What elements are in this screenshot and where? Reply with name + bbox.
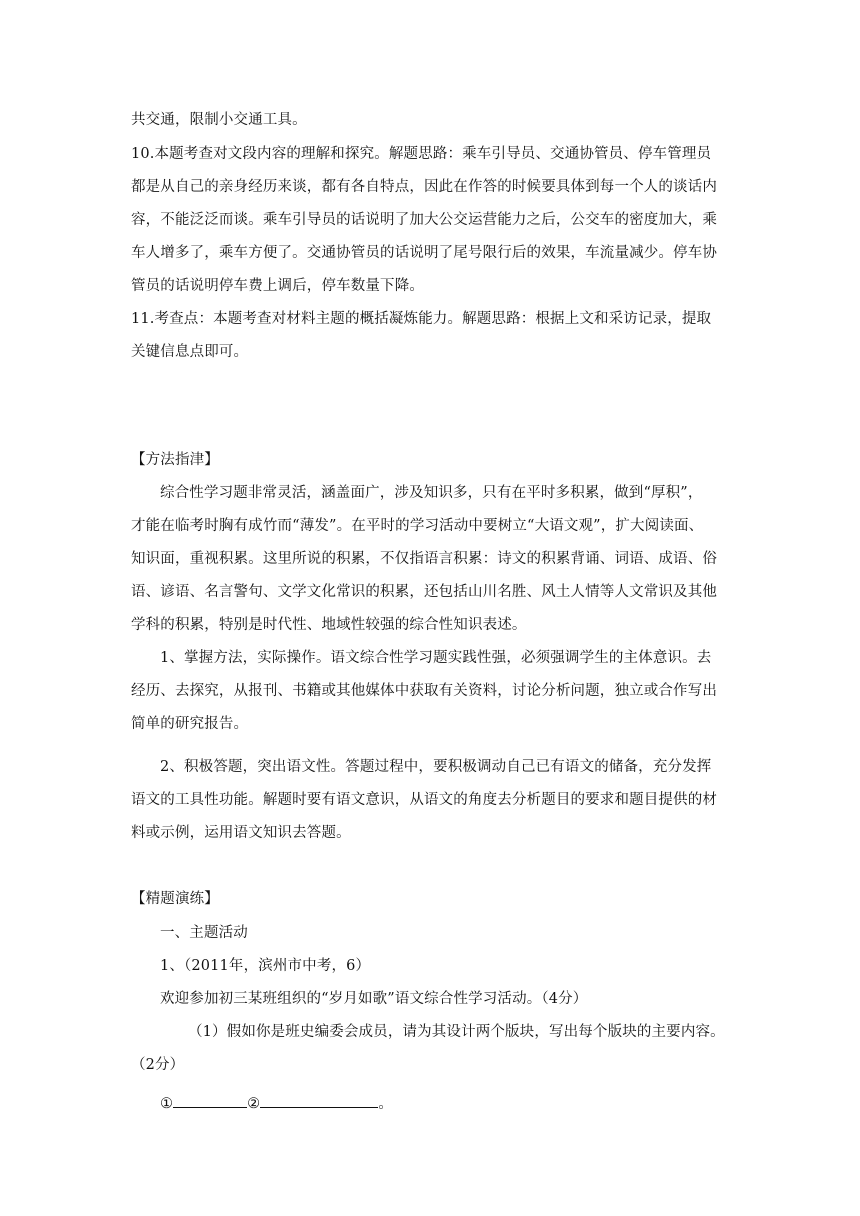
method-para1-line-4: 语、谚语、名言警句、文学文化常识的积累，还包括山川名胜、风土人情等人文常识及其他: [131, 584, 717, 600]
blank-marker-2: ②: [247, 1096, 261, 1112]
practice-sub-question-1: （1）假如你是班史编委会成员，请为其设计两个版块，写出每个版块的主要内容。: [188, 1024, 725, 1040]
answer-10-line-5: 管员的话说明停车费上调后，停车数量下降。: [131, 278, 424, 294]
practice-item-title: 1、（2011年，滨州市中考，6）: [160, 958, 371, 974]
practice-intro: 欢迎参加初三某班组织的“岁月如歌”语文综合性学习活动。（4分）: [160, 991, 588, 1007]
answer-blank-1[interactable]: [173, 1093, 247, 1108]
answer-10-line-3: 容，不能泛泛而谈。乘车引导员的话说明了加大公交运营能力之后，公交车的密度加大，乘: [131, 212, 717, 228]
method-para2-line-1: 1、掌握方法，实际操作。语文综合性学习题实践性强，必须强调学生的主体意识。去: [160, 650, 712, 666]
answer-10-line-2: 都是从自己的亲身经历来谈，都有各自特点，因此在作答的时候要具体到每一个人的谈话内: [131, 179, 717, 195]
answer-11-line-1: 11.考查点：本题考查对材料主题的概括凝炼能力。解题思路：根据上文和采访记录，提取: [131, 311, 712, 327]
method-para1-line-5: 学科的积累，特别是时代性、地域性较强的综合性知识表述。: [131, 617, 527, 633]
method-para2-line-3: 简单的研究报告。: [131, 716, 249, 732]
answer-10-line-4: 车人增多了，乘车方便了。交通协管员的话说明了尾号限行后的效果，车流量减少。停车协: [131, 245, 717, 261]
method-para3-line-3: 料或示例，运用语文知识去答题。: [131, 825, 351, 841]
method-para3-line-1: 2、积极答题，突出语文性。答题过程中，要积极调动自己已有语文的储备，充分发挥: [160, 759, 712, 775]
practice-heading: 【精题演练】: [131, 891, 219, 907]
blank-end-mark: 。: [378, 1096, 393, 1112]
practice-sub-question-1-score: （2分）: [131, 1057, 185, 1073]
answer-blank-2[interactable]: [260, 1093, 378, 1108]
answer-10-line-1: 10.本题考查对文段内容的理解和探究。解题思路：乘车引导员、交通协管员、停车管理员: [131, 146, 712, 162]
practice-section-title: 一、主题活动: [160, 925, 248, 941]
answer-blank-row: [160, 1093, 393, 1114]
answer-11-line-2: 关键信息点即可。: [131, 344, 249, 360]
method-para1-line-3: 知识面，重视积累。这里所说的积累，不仅指语言积累：诗文的积累背诵、词语、成语、俗: [131, 551, 717, 567]
method-para2-line-2: 经历、去探究，从报刊、书籍或其他媒体中获取有关资料，讨论分析问题，独立或合作写出: [131, 683, 717, 699]
method-para3-line-2: 语文的工具性功能。解题时要有语文意识，从语文的角度去分析题目的要求和题目提供的材: [131, 792, 717, 808]
blank-marker-1: ①: [160, 1096, 174, 1112]
method-para1-line-1: 综合性学习题非常灵活，涵盖面广，涉及知识多，只有在平时多积累，做到“厚积”，: [160, 485, 703, 501]
method-heading: 【方法指津】: [131, 452, 219, 468]
method-para1-line-2: 才能在临考时胸有成竹而“薄发”。在平时的学习活动中要树立“大语文观”，扩大阅读面、: [131, 518, 704, 534]
answer-line-continued: 共交通，限制小交通工具。: [131, 112, 307, 128]
